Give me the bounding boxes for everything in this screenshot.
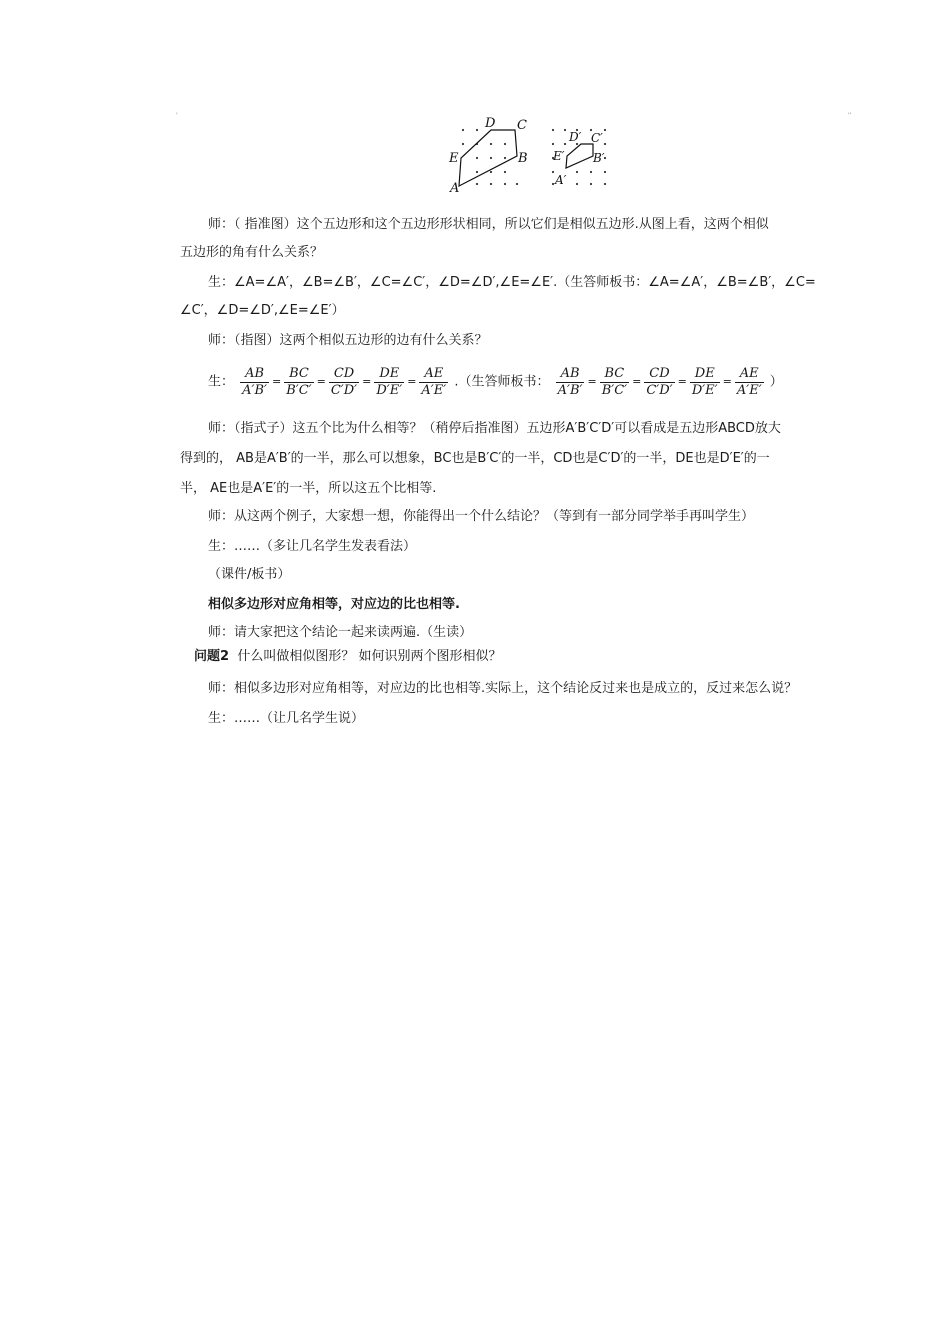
- ratio-ab: [240, 366, 269, 399]
- board-ratio-bc-den: B′C′: [601, 382, 628, 398]
- label-e-prime: E′: [553, 149, 565, 163]
- ratio-prefix: 生：: [208, 374, 235, 390]
- teacher-line-5b: 得到的， AB是A′B′的一半，那么可以想象，BC也是B′C′的一半，CD也是C′D′的一半，DE也是D′E′的一: [180, 451, 770, 466]
- equals-sign: =: [677, 375, 687, 388]
- teacher-line-12: 师：相似多边形对应角相等，对应边的比也相等.实际上，这个结论反过来也是成立的，反过来怎么说？: [208, 681, 798, 696]
- teacher-line-1a: 师：（ 指准图）这个五边形和这个五边形形状相同，所以它们是相似五边形.从图上看，这两个相似: [208, 217, 769, 232]
- ratio-suffix: ）: [769, 374, 783, 390]
- right-vertex-labels: [552, 130, 605, 187]
- ratio-ae-den: A′E′: [421, 382, 447, 398]
- teacher-line-1b: 五边形的角有什么关系？: [180, 245, 324, 260]
- student-line-2b: ∠C′，∠D=∠D′,∠E=∠E′）: [180, 303, 345, 318]
- label-a: A: [450, 181, 460, 196]
- label-b-prime: B′: [593, 151, 605, 165]
- teacher-line-3: 师：（指图）这两个相似五边形的边有什么关系？: [208, 333, 488, 348]
- student-line-7: 生：……（多让几名学生发表看法）: [208, 539, 417, 554]
- label-b: B: [518, 151, 528, 166]
- label-c-prime: C′: [591, 131, 603, 145]
- ratio-de-num: DE: [374, 366, 404, 383]
- courseware-note: （课件/板书）: [208, 567, 291, 582]
- teacher-line-5c: 半， AE也是A′E′的一半，所以这五个比相等.: [180, 481, 437, 496]
- board-ratio-de-num: DE: [690, 366, 720, 383]
- equals-sign: =: [316, 375, 326, 388]
- equals-sign: =: [362, 375, 372, 388]
- ratio-bc-num: BC: [284, 366, 313, 383]
- teacher-line-6: 师：从这两个例子，大家想一想，你能得出一个什么结论？（等到有一部分同学举手再叫学生）: [208, 509, 755, 524]
- conclusion-statement: 相似多边形对应角相等，对应边的比也相等.: [208, 597, 460, 612]
- question-2-line: [194, 648, 501, 666]
- label-a-prime: A′: [555, 173, 567, 187]
- label-d-prime: D′: [569, 130, 582, 144]
- ratio-ae: [419, 366, 448, 399]
- pentagon-abcde: [459, 130, 517, 186]
- equals-sign: =: [722, 375, 732, 388]
- pentagon-abcde-prime: [566, 144, 593, 168]
- board-ratio-ae-num: AE: [735, 366, 764, 383]
- ratio-mid-text: .（生答师板书：: [454, 374, 550, 390]
- board-ratio-ae: [735, 366, 764, 399]
- board-ratio-cd-num: CD: [644, 366, 674, 383]
- left-vertex-labels: [448, 116, 528, 196]
- student-line-13: 生：……（让几名学生说）: [208, 711, 365, 726]
- question-2-label: 问题2: [194, 649, 230, 664]
- equals-sign: =: [632, 375, 642, 388]
- ratio-de-den: D′E′: [376, 382, 403, 398]
- ratio-bc: [284, 366, 313, 399]
- board-ratio-ab-num: AB: [556, 366, 585, 383]
- equals-sign: =: [407, 375, 417, 388]
- label-c: C: [517, 118, 527, 133]
- left-dot-grid: [462, 129, 518, 185]
- ratio-bc-den: B′C′: [286, 382, 312, 398]
- similar-pentagons-figure: [445, 112, 620, 200]
- board-ratio-bc-num: BC: [600, 366, 629, 383]
- student-ratio-line: [208, 362, 783, 402]
- board-ratio-de: [690, 366, 720, 399]
- equals-sign: =: [272, 375, 282, 388]
- board-ratio-cd: [644, 366, 674, 399]
- ratio-ab-den: A′B′: [242, 382, 268, 398]
- equals-sign: =: [587, 375, 597, 388]
- teacher-line-5a: 师：（指式子）这五个比为什么相等？（稍停后指准图）五边形A′B′C′D′可以看成是五边形ABCD放大: [208, 421, 781, 436]
- ratio-cd-den: C′D′: [330, 382, 358, 398]
- ratio-cd: [329, 366, 359, 399]
- question-2-text: 什么叫做相似图形？ 如何识别两个图形相似？: [237, 649, 502, 664]
- corner-mark-left: ': [176, 112, 178, 119]
- ratio-ab-num: AB: [240, 366, 269, 383]
- board-ratio-ab-den: A′B′: [557, 382, 583, 398]
- board-ratio-cd-den: C′D′: [646, 382, 673, 398]
- teacher-line-10: 师：请大家把这个结论一起来读两遍.（生读）: [208, 625, 473, 640]
- corner-mark-right: '': [848, 112, 852, 119]
- ratio-de: [374, 366, 404, 399]
- board-ratio-ab: [556, 366, 585, 399]
- label-d: D: [485, 116, 496, 131]
- ratio-ae-num: AE: [419, 366, 448, 383]
- board-ratio-bc: [600, 366, 629, 399]
- board-ratio-de-den: D′E′: [691, 382, 718, 398]
- student-line-2a: 生：∠A=∠A′，∠B=∠B′，∠C=∠C′，∠D=∠D′,∠E=∠E′.（生答师板书：∠A=∠A′，∠B=∠B′，∠C=: [208, 275, 816, 290]
- label-e: E: [449, 151, 459, 166]
- ratio-cd-num: CD: [329, 366, 359, 383]
- board-ratio-ae-den: A′E′: [736, 382, 762, 398]
